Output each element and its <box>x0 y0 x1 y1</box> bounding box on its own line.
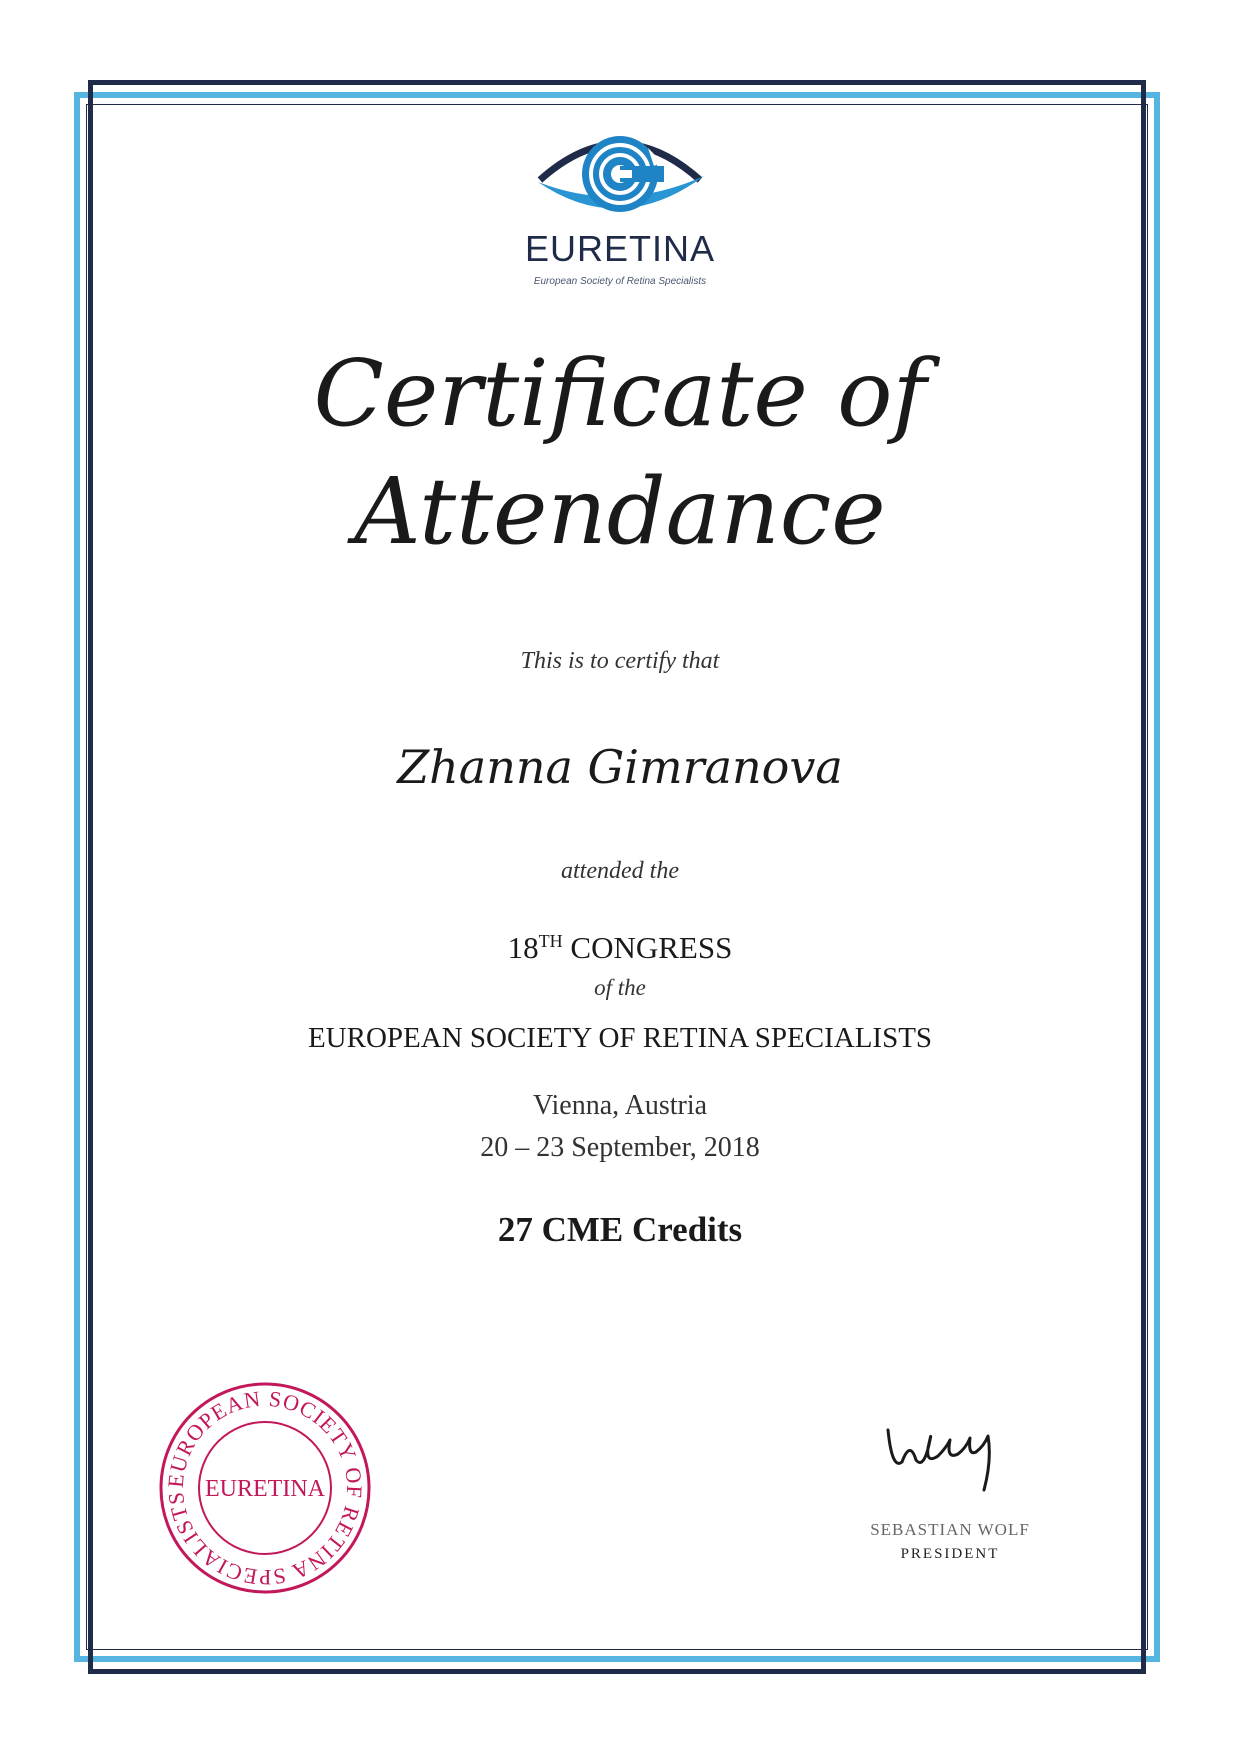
society-name: EUROPEAN SOCIETY OF RETINA SPECIALISTS <box>307 1022 933 1054</box>
stamp-center-text: EURETINA <box>205 1476 325 1502</box>
cme-credits: 27 CME Credits <box>497 1210 743 1249</box>
of-the-text: of the <box>594 975 646 1000</box>
event-location: Vienna, Austria <box>532 1090 708 1121</box>
congress-suffix: TH <box>538 931 563 951</box>
euretina-logo <box>520 118 720 298</box>
stamp-ring-text: EUROPEAN SOCIETY OF RETINA SPECIALISTS <box>162 1385 368 1591</box>
certificate-title <box>0 335 1240 571</box>
title-line-2: Attendance <box>354 458 886 565</box>
logo-wordmark: EURETINA <box>524 228 716 269</box>
congress-heading <box>0 930 1240 966</box>
certify-text: This is to certify that <box>520 648 720 674</box>
stamp-seal <box>155 1378 375 1598</box>
title-line-1: Certificate of <box>313 340 927 447</box>
eye-icon <box>520 118 720 228</box>
official-stamp <box>155 1378 375 1598</box>
recipient-name: Zhanna Gimranova <box>397 740 843 794</box>
signature-scribble <box>880 1400 1020 1510</box>
event-dates: 20 – 23 September, 2018 <box>480 1132 760 1163</box>
signatory-name: SEBASTIAN WOLF <box>870 1520 1030 1539</box>
logo-tagline: European Society of Retina Specialists <box>533 276 707 287</box>
congress-number: 18 <box>507 930 539 965</box>
congress-label: CONGRESS <box>570 930 733 965</box>
attended-text: attended the <box>561 858 679 884</box>
president-signature <box>880 1400 1020 1510</box>
signatory-role: PRESIDENT <box>900 1546 1000 1562</box>
